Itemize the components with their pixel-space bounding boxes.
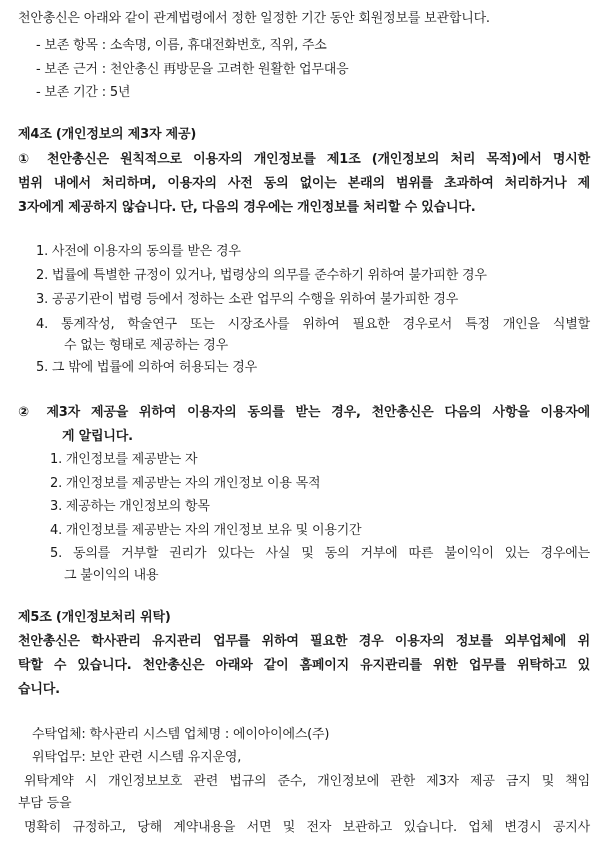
retention-item: - 보존 기간 : 5년 [36,85,131,100]
article4-para2-line: ② 제3자 제공을 위하여 이용자의 동의를 받는 경우, 천안총신은 다음의 사항을 이용자에 [18,405,590,420]
list-item: 2. 법률에 특별한 규정이 있거나, 법령상의 의무를 준수하기 위하여 불가피한 경우 [36,268,487,283]
article4-para2-line: 게 알립니다. [62,429,133,444]
retention-item: - 보존 근거 : 천안총신 再방문을 고려한 원활한 업무대응 [36,62,349,77]
article4-para1-line: 범위 내에서 처리하며, 이용자의 사전 동의 없이는 본래의 범위를 초과하여 처리하거나 제 [18,176,590,191]
detail-line: 부담 등을 [18,796,72,811]
detail-line: 수탁업체: 학사관리 시스템 업체명 : 에이아이에스(주) [32,727,330,742]
retention-intro: 천안총신은 아래와 같이 관계법령에서 정한 일정한 기간 동안 회원정보를 보관합니다. [18,11,490,26]
list-item: 4. 개인정보를 제공받는 자의 개인정보 보유 및 이용기간 [50,523,362,538]
list-item: 4. 통계작성, 학술연구 또는 시장조사를 위하여 필요한 경우로서 특정 개인을 식별할 [36,317,590,332]
list-item-continuation: 수 없는 형태로 제공하는 경우 [64,338,229,353]
article5-para-line: 습니다. [18,682,60,697]
list-item-continuation: 그 불이익의 내용 [64,568,159,583]
list-item: 5. 동의를 거부할 권리가 있다는 사실 및 동의 거부에 따른 불이익이 있는 경우에는 [50,546,590,561]
article5-para-line: 천안총신은 학사관리 유지관리 업무를 위하여 필요한 경우 이용자의 정보를 외부업체에 위 [18,634,590,649]
list-item: 5. 그 밖에 법률에 의하여 허용되는 경우 [36,360,257,375]
article5-title: 제5조 (개인정보처리 위탁) [18,610,171,625]
detail-line: 위탁업무: 보안 관련 시스템 유지운영, [32,750,242,765]
list-item: 1. 개인정보를 제공받는 자 [50,452,198,467]
article4-para1-line: 3자에게 제공하지 않습니다. 단, 다음의 경우에는 개인정보를 처리할 수 있습니다. [18,200,476,215]
list-item: 3. 제공하는 개인정보의 항목 [50,499,210,514]
list-item: 1. 사전에 이용자의 동의를 받은 경우 [36,244,241,259]
article5-para-line: 탁할 수 있습니다. 천안총신은 아래와 같이 홈페이지 유지관리를 위한 업무를 위탁하고 있 [18,658,590,673]
detail-line: 위탁계약 시 개인정보보호 관련 법규의 준수, 개인정보에 관한 제3자 제공 금지 및 책임 [24,774,590,789]
list-item: 3. 공공기관이 법령 등에서 정하는 소관 업무의 수행을 위하여 불가피한 경우 [36,292,459,307]
detail-line: 명확히 규정하고, 당해 계약내용을 서면 및 전자 보관하고 있습니다. 업체 변경시 공지사 [24,820,590,835]
retention-item: - 보존 항목 : 소속명, 이름, 휴대전화번호, 직위, 주소 [36,38,327,53]
list-item: 2. 개인정보를 제공받는 자의 개인정보 이용 목적 [50,476,321,491]
article4-para1-line: ① 천안총신은 원칙적으로 이용자의 개인정보를 제1조 (개인정보의 처리 목적)에서 명시한 [18,152,590,167]
article4-title: 제4조 (개인정보의 제3자 제공) [18,127,197,142]
